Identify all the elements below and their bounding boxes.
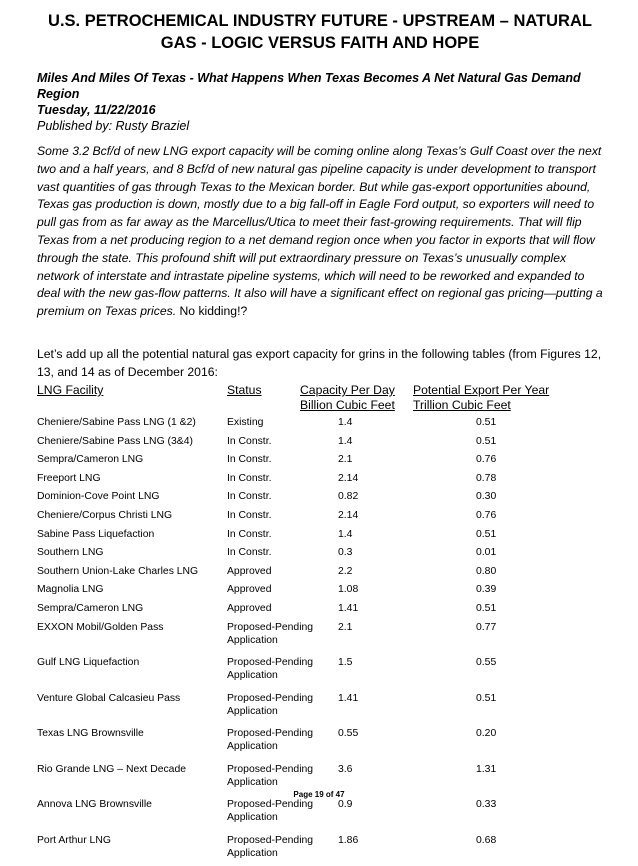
export-cell: 0.80 (476, 565, 497, 577)
facility-cell: Cheniere/Sabine Pass LNG (1 &2) (37, 417, 196, 428)
capacity-cell: 0.3 (338, 547, 353, 559)
article-author: Published by: Rusty Braziel (37, 119, 190, 133)
page-number: Page 19 of 47 (293, 790, 345, 799)
facility-cell: Port Arthur LNG (37, 834, 111, 846)
export-cell: 0.51 (476, 435, 497, 447)
header-status: Status (227, 383, 262, 397)
capacity-cell: 1.4 (338, 528, 353, 540)
status-cell: Proposed-Pending Application (227, 692, 314, 717)
export-cell: 0.51 (476, 528, 497, 540)
header-export: Potential Export Per Year (413, 383, 550, 397)
capacity-cell: 3.6 (338, 763, 353, 775)
table-row (0, 653, 638, 689)
export-cell: 0.51 (476, 417, 497, 428)
capacity-cell: 0.55 (338, 728, 359, 740)
capacity-cell: 2.1 (338, 621, 353, 633)
status-cell: Proposed-Pending Application (227, 763, 314, 788)
export-cell: 0.33 (476, 799, 497, 811)
table-row (0, 689, 638, 725)
capacity-cell: 1.41 (338, 602, 359, 614)
table-row (0, 487, 638, 506)
capacity-cell: 0.9 (338, 799, 353, 811)
facility-cell: Southern Union-Lake Charles LNG (37, 565, 199, 577)
facility-cell: Sempra/Cameron LNG (37, 454, 144, 466)
facility-cell: Magnolia LNG (37, 584, 104, 596)
status-cell: Proposed-Pending Application (227, 834, 314, 859)
header-capacity: Capacity Per Day (300, 383, 395, 397)
export-cell: 0.51 (476, 602, 497, 614)
table-row (0, 599, 638, 618)
capacity-cell: 1.41 (338, 692, 359, 704)
intro-italic-text: Some 3.2 Bcf/d of new LNG export capacity will be coming online along Texas’s Gulf Coast over the next two and a half years, and 8 Bcf/d of new natural gas pipeline capacity is under development to transport vast quantities of gas through Texas to the Mexican border. But while gas-export opportunities abound, Texas gas production is down, mostly due to a big fall-off in Eagle Ford output, so exporters will need to pull gas from as far away as the Marcellus/Utica to meet their fast-growing requirements. That will flip Texas from a net producing region to a net demand region once when you factor in exports that will flow through the state. This profound shift will put extraordinary pressure on Texas’s unusually complex network of interstate and intrastate pipeline systems, which will need to be reworked and expanded to deal with the new gas-flow patterns. It also will have a significant effect on regional gas pricing—putting a premium on Texas prices. (37, 144, 603, 319)
status-cell: In Constr. (227, 491, 272, 503)
capacity-cell: 1.08 (338, 584, 359, 596)
capacity-cell: 1.4 (338, 435, 353, 447)
table-row (0, 618, 638, 654)
status-cell: In Constr. (227, 509, 272, 521)
status-cell: In Constr. (227, 454, 272, 466)
facility-cell: Texas LNG Brownsville (37, 728, 144, 740)
table-row (0, 506, 638, 525)
status-cell: In Constr. (227, 472, 272, 484)
export-cell: 1.31 (476, 763, 497, 775)
export-cell: 0.51 (476, 692, 497, 704)
table-row (0, 831, 638, 866)
export-cell: 0.78 (476, 472, 497, 484)
capacity-cell: 1.86 (338, 834, 359, 846)
table-row (0, 580, 638, 599)
facility-cell: Rio Grande LNG – Next Decade (37, 763, 187, 775)
export-cell: 0.55 (476, 657, 497, 669)
facility-cell: Gulf LNG Liquefaction (37, 657, 140, 669)
page-title: U.S. PETROCHEMICAL INDUSTRY FUTURE - UPSTREAM – NATURAL GAS - LOGIC VERSUS FAITH AND HOPE (48, 12, 592, 52)
export-cell: 0.20 (476, 728, 497, 740)
export-cell: 0.76 (476, 509, 497, 521)
facility-cell: Cheniere/Corpus Christi LNG (37, 509, 173, 521)
facility-cell: Southern LNG (37, 547, 104, 559)
intro-paragraph (37, 143, 607, 321)
status-cell: Existing (227, 417, 264, 428)
facility-cell: Cheniere/Sabine Pass LNG (3&4) (37, 435, 193, 447)
table-row (0, 525, 638, 544)
export-cell: 0.76 (476, 454, 497, 466)
status-cell: Proposed-Pending Application (227, 799, 314, 824)
facility-cell: EXXON Mobil/Golden Pass (37, 621, 164, 633)
status-cell: Proposed-Pending Application (227, 657, 314, 682)
capacity-cell: 2.2 (338, 565, 353, 577)
header-facility: LNG Facility (37, 383, 104, 397)
status-cell: Proposed-Pending Application (227, 621, 314, 646)
export-cell: 0.77 (476, 621, 497, 633)
article-subheading: Miles And Miles Of Texas - What Happens When Texas Becomes A Net Natural Gas Demand Region (37, 71, 581, 101)
status-cell: In Constr. (227, 528, 272, 540)
status-cell: In Constr. (227, 547, 272, 559)
table-row (0, 562, 638, 581)
header-export-unit: Trillion Cubic Feet (413, 398, 511, 412)
status-cell: Approved (227, 565, 272, 577)
capacity-cell: 1.5 (338, 657, 353, 669)
intro-normal-text: No kidding!? (176, 304, 248, 319)
status-cell: In Constr. (227, 435, 272, 447)
status-cell: Approved (227, 602, 272, 614)
export-cell: 0.68 (476, 834, 497, 846)
header-capacity-unit: Billion Cubic Feet (300, 398, 395, 412)
facility-cell: Sempra/Cameron LNG (37, 602, 144, 614)
facility-cell: Freeport LNG (37, 472, 101, 484)
table-row (0, 795, 638, 831)
table-row (0, 413, 638, 432)
lead-paragraph: Let’s add up all the potential natural gas export capacity for grins in the following tables (from Figures 12, 13, and 14 as of December 2016: (37, 347, 602, 379)
capacity-cell: 2.14 (338, 472, 359, 484)
facility-cell: Annova LNG Brownsville (37, 799, 152, 811)
export-cell: 0.01 (476, 547, 497, 559)
capacity-cell: 1.4 (338, 417, 353, 428)
table-row (0, 432, 638, 451)
export-cell: 0.30 (476, 491, 497, 503)
article-date: Tuesday, 11/22/2016 (37, 103, 156, 117)
facility-cell: Sabine Pass Liquefaction (37, 528, 155, 540)
capacity-cell: 0.82 (338, 491, 359, 503)
capacity-cell: 2.1 (338, 454, 353, 466)
table-row (0, 724, 638, 760)
table-row (0, 450, 638, 469)
facility-cell: Venture Global Calcasieu Pass (37, 692, 181, 704)
table-row (0, 543, 638, 562)
facility-cell: Dominion-Cove Point LNG (37, 491, 160, 503)
status-cell: Proposed-Pending Application (227, 728, 314, 753)
export-cell: 0.39 (476, 584, 497, 596)
status-cell: Approved (227, 584, 272, 596)
capacity-cell: 2.14 (338, 509, 359, 521)
table-row (0, 469, 638, 488)
